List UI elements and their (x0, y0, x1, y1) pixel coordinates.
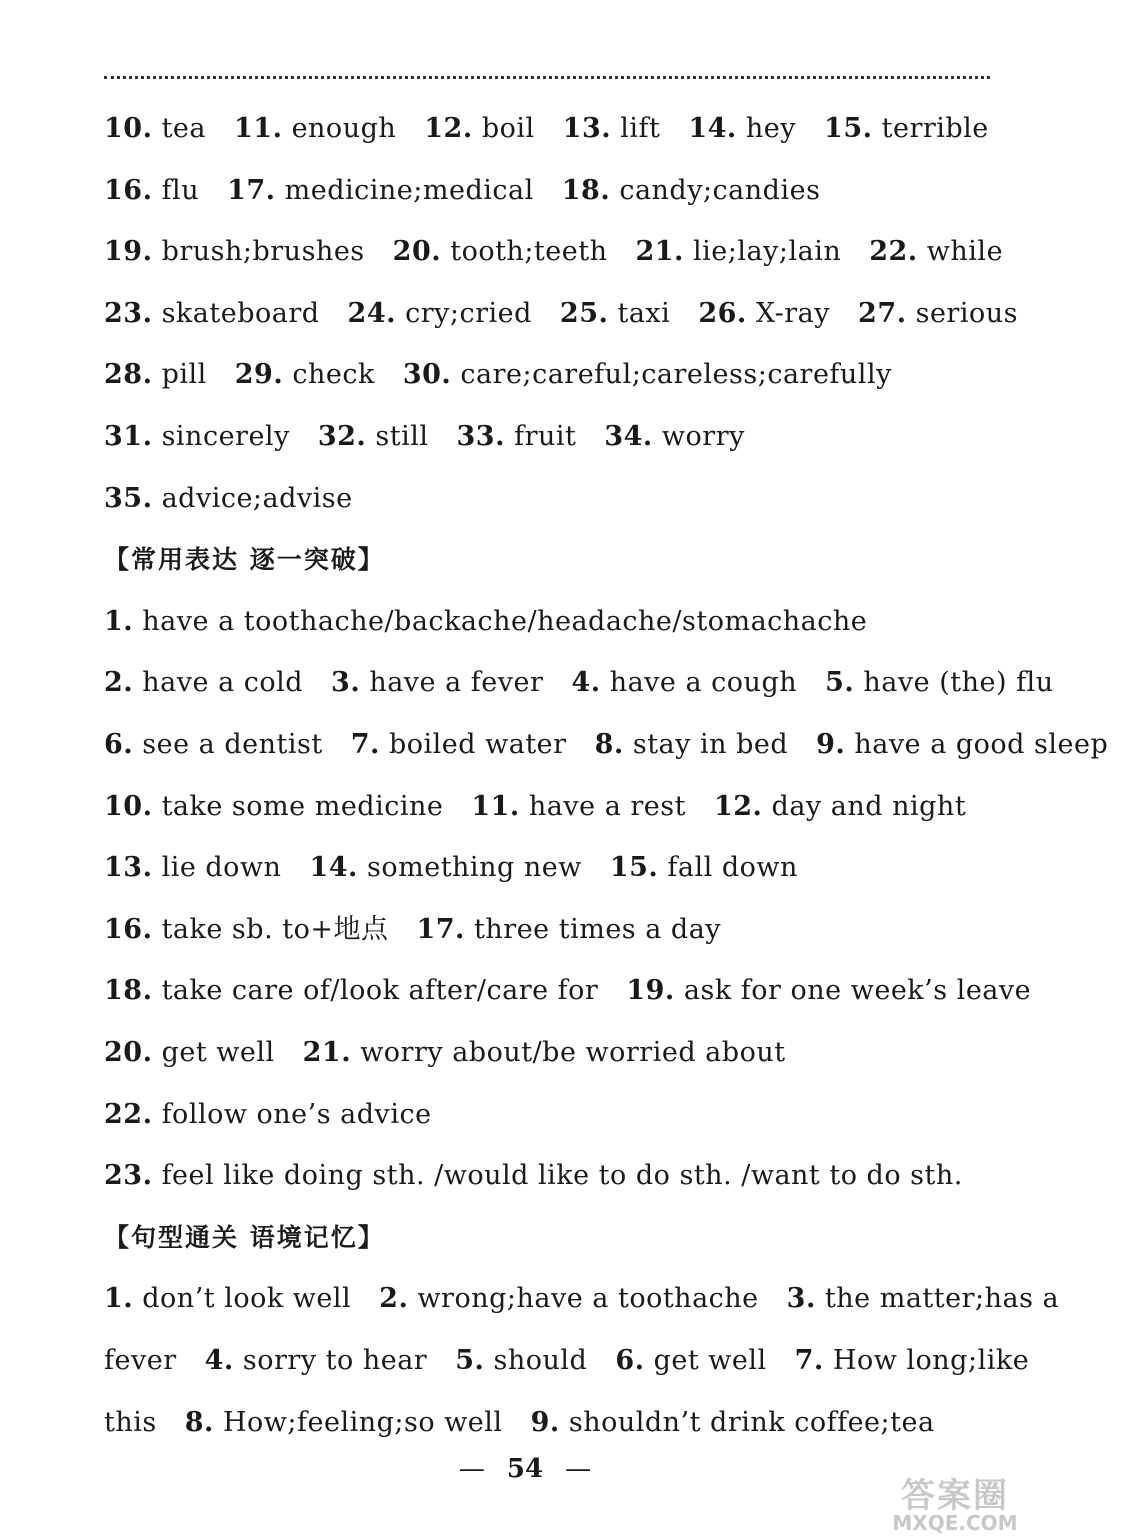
answer-number: 16. (104, 174, 153, 206)
answer-text: How;feeling;so well (213, 1406, 503, 1438)
answer-text: have a good sleep (845, 729, 1109, 760)
answer-item (858, 298, 1018, 329)
answer-item (615, 1345, 766, 1376)
answer-text: fever (104, 1345, 177, 1376)
answer-text: tea (152, 113, 206, 144)
answer-number: 5. (825, 667, 855, 699)
watermark-logo (870, 1476, 1040, 1535)
answer-number: 10. (104, 113, 153, 144)
answer-number: 6. (104, 729, 134, 760)
answer-number: 7. (350, 729, 380, 760)
answer-text: have (the) flu (854, 667, 1054, 699)
answer-text: see a dentist (133, 729, 323, 760)
answer-item (714, 791, 966, 822)
answer-text: this (104, 1406, 157, 1438)
answer-text: have a fever (360, 667, 544, 699)
answer-item (104, 236, 365, 267)
answer-item (318, 421, 429, 452)
answer-number: 28. (104, 359, 153, 391)
answer-number: 24. (347, 297, 397, 329)
answer-text: serious (906, 297, 1018, 329)
answer-item (825, 667, 1053, 698)
answer-text: medicine;medical (275, 174, 534, 206)
answer-text: advice;advise (152, 482, 353, 514)
answer-text: something new (357, 852, 582, 884)
answer-text: boil (472, 113, 535, 144)
answer-item (688, 113, 796, 144)
answer-item (698, 298, 830, 329)
answer-item (471, 791, 686, 822)
answer-line (104, 482, 381, 516)
answer-text: taxi (608, 297, 671, 329)
answer-number: 34. (604, 421, 653, 452)
answer-item (104, 1099, 432, 1130)
answer-number: 1. (104, 605, 134, 637)
answer-number: 7. (794, 1345, 824, 1376)
answer-text: tooth;teeth (441, 236, 608, 268)
answer-number: 11. (234, 113, 283, 144)
answer-text: take sb. to+地点 (152, 913, 389, 945)
answer-text: worry about/be worried about (351, 1037, 786, 1068)
section-heading-text: 【常用表达 逐一突破】 (104, 545, 385, 575)
answer-item (457, 421, 577, 452)
answer-number: 18. (561, 174, 611, 206)
answer-item (104, 667, 303, 698)
answer-text: lift (611, 113, 661, 144)
answer-number: 2. (379, 1283, 409, 1315)
answer-item (610, 852, 798, 883)
answer-item (104, 1345, 177, 1376)
answer-number: 20. (392, 236, 442, 268)
answer-text: sorry to hear (233, 1345, 428, 1376)
answer-text: get well (644, 1345, 767, 1376)
answer-item (635, 236, 841, 267)
answer-text: hey (736, 113, 797, 144)
answer-number: 11. (471, 790, 520, 822)
answer-item (104, 421, 290, 452)
answer-text: candy;candies (610, 174, 821, 206)
answer-item (104, 791, 443, 822)
answer-item (104, 113, 206, 144)
footer-dash-right: — (565, 1454, 592, 1484)
answer-text: shouldn’t drink coffee;tea (559, 1406, 935, 1438)
answer-item (403, 359, 892, 390)
answer-text: fruit (505, 421, 577, 452)
answer-item (816, 729, 1108, 760)
answer-number: 30. (402, 359, 452, 391)
answer-line (104, 851, 826, 885)
section-heading (104, 1221, 385, 1255)
answer-item (351, 729, 567, 760)
answer-line (104, 174, 848, 208)
answer-text: have a rest (519, 790, 686, 822)
answer-text: three times a day (464, 913, 722, 945)
answer-item (379, 1283, 758, 1314)
answer-item (824, 113, 989, 144)
answer-text: care;careful;careless;carefully (451, 359, 892, 391)
answer-line (104, 790, 994, 824)
answer-text: have a cough (600, 667, 798, 699)
answer-number: 22. (869, 236, 918, 268)
answer-number: 21. (302, 1037, 352, 1068)
answer-text: fall down (658, 852, 798, 884)
answer-line (104, 112, 1017, 146)
answer-number: 26. (698, 297, 747, 329)
answer-item (185, 1407, 503, 1438)
answer-number: 32. (317, 421, 367, 452)
answer-text: take care of/look after/care for (152, 975, 599, 1007)
answer-text: boiled water (379, 729, 567, 760)
answer-number: 23. (104, 297, 153, 329)
answer-number: 9. (530, 1406, 560, 1438)
answer-item (348, 298, 532, 329)
answer-number: 35. (104, 482, 153, 514)
answer-item (604, 421, 745, 452)
answer-item (235, 359, 375, 390)
answer-text: have a toothache/backache/headache/stomachache (133, 605, 868, 637)
answer-text: still (366, 421, 429, 452)
answer-number: 20. (104, 1037, 153, 1068)
answer-item (104, 1407, 157, 1438)
answer-text: X-ray (746, 297, 831, 329)
answer-item (309, 852, 581, 883)
answer-number: 12. (424, 113, 473, 144)
answer-item (795, 1345, 1030, 1376)
answer-item (234, 113, 396, 144)
answer-number: 22. (104, 1098, 153, 1130)
answer-number: 25. (559, 297, 609, 329)
answer-item (626, 975, 1031, 1006)
answer-item (562, 175, 821, 206)
answer-text: day and night (762, 790, 967, 822)
answer-number: 10. (104, 790, 153, 822)
answer-number: 14. (309, 852, 358, 884)
answer-number: 8. (184, 1406, 214, 1438)
answer-line (104, 913, 749, 947)
answer-item (787, 1283, 1059, 1314)
answer-number: 19. (104, 236, 153, 268)
answer-text: pill (152, 359, 207, 391)
answer-number: 29. (234, 359, 284, 391)
answer-item (104, 606, 867, 637)
answer-number: 13. (104, 852, 153, 884)
answer-number: 5. (455, 1345, 485, 1376)
answer-text: have a cold (133, 667, 304, 699)
answer-line (104, 297, 1046, 331)
answer-text: get well (152, 1037, 275, 1068)
answer-text: lie;lay;lain (683, 236, 842, 268)
answer-text: flu (152, 174, 200, 206)
answer-text: stay in bed (623, 729, 789, 760)
answer-text: while (917, 236, 1004, 268)
answer-item (104, 175, 199, 206)
answer-text: terrible (872, 113, 989, 144)
answer-text: the matter;has a (815, 1283, 1060, 1315)
answer-number: 15. (824, 113, 873, 144)
answer-number: 3. (331, 667, 361, 699)
answer-text: wrong;have a toothache (408, 1283, 759, 1315)
answer-item (104, 1160, 963, 1191)
answer-item (104, 852, 281, 883)
answer-item (303, 1037, 786, 1068)
answer-number: 2. (104, 667, 134, 699)
answer-number: 15. (609, 852, 659, 884)
answer-item (393, 236, 608, 267)
answer-item (104, 1283, 351, 1314)
answer-text: sincerely (152, 421, 290, 452)
answer-text: follow one’s advice (152, 1098, 432, 1130)
answer-number: 16. (104, 913, 153, 945)
answer-item (869, 236, 1003, 267)
answer-item (331, 667, 543, 698)
answer-line (104, 1344, 1057, 1378)
answer-line (104, 1159, 991, 1193)
answer-text: lie down (152, 852, 282, 884)
answer-item (424, 113, 534, 144)
answer-item (595, 729, 789, 760)
answer-item (563, 113, 661, 144)
answer-line (104, 358, 920, 392)
answer-number: 19. (626, 975, 675, 1007)
answer-item (416, 914, 721, 945)
answer-text: skateboard (152, 297, 320, 329)
answer-line (104, 666, 1082, 700)
answer-item (571, 667, 797, 698)
watermark-url: MXQE.COM (892, 1511, 1018, 1535)
answer-text: How long;like (823, 1345, 1030, 1376)
answer-item (104, 1037, 275, 1068)
answer-number: 23. (104, 1160, 153, 1192)
answer-text: brush;brushes (152, 236, 365, 268)
answer-number: 27. (858, 297, 907, 329)
answer-number: 12. (713, 790, 763, 822)
answer-item (227, 175, 534, 206)
answer-item (104, 729, 323, 760)
answer-text: ask for one week’s leave (674, 975, 1032, 1007)
answer-item (104, 975, 598, 1006)
answer-number: 21. (635, 236, 684, 268)
answer-line (104, 1098, 460, 1132)
answer-text: feel like doing sth. /would like to do sth. /want to do sth. (152, 1160, 963, 1192)
answer-number: 6. (615, 1345, 645, 1376)
page-number: 54 (506, 1454, 544, 1484)
answer-line (104, 420, 773, 454)
answer-line (104, 1406, 963, 1440)
answer-number: 1. (104, 1283, 134, 1315)
watermark-title: 答案圈 (901, 1476, 1009, 1516)
answer-number: 18. (104, 975, 153, 1007)
answer-number: 17. (227, 174, 276, 206)
answer-number: 8. (594, 729, 624, 760)
answer-text: don’t look well (133, 1283, 352, 1315)
answer-line (104, 974, 1059, 1008)
answer-item (205, 1345, 428, 1376)
answer-number: 17. (416, 913, 465, 945)
answer-number: 31. (104, 421, 153, 452)
answer-item (104, 298, 320, 329)
answer-item (104, 359, 207, 390)
answer-line (104, 1036, 814, 1070)
answer-line (104, 1282, 1087, 1316)
answer-number: 4. (204, 1345, 234, 1376)
answer-item (104, 914, 388, 945)
footer-dash-left: — (458, 1454, 485, 1484)
answer-number: 13. (562, 113, 612, 144)
answer-text: worry (652, 421, 745, 452)
answer-number: 9. (816, 729, 846, 760)
answer-number: 14. (688, 113, 737, 144)
answer-item (455, 1345, 587, 1376)
answer-text: check (283, 359, 375, 391)
section-heading (104, 543, 385, 577)
answer-item (531, 1407, 935, 1438)
answer-line (104, 235, 1031, 269)
answer-number: 33. (456, 421, 505, 452)
answer-text: take some medicine (152, 790, 444, 822)
answer-line (104, 605, 895, 639)
answer-item (560, 298, 670, 329)
answer-item (104, 483, 353, 514)
answer-text: enough (282, 113, 397, 144)
answer-text: cry;cried (396, 297, 532, 329)
answer-number: 3. (786, 1283, 816, 1315)
answer-text: should (484, 1345, 588, 1376)
section-heading-text: 【句型通关 语境记忆】 (104, 1222, 385, 1252)
dotted-divider (104, 76, 990, 79)
answer-line (104, 728, 1136, 762)
answer-number: 4. (571, 667, 601, 699)
